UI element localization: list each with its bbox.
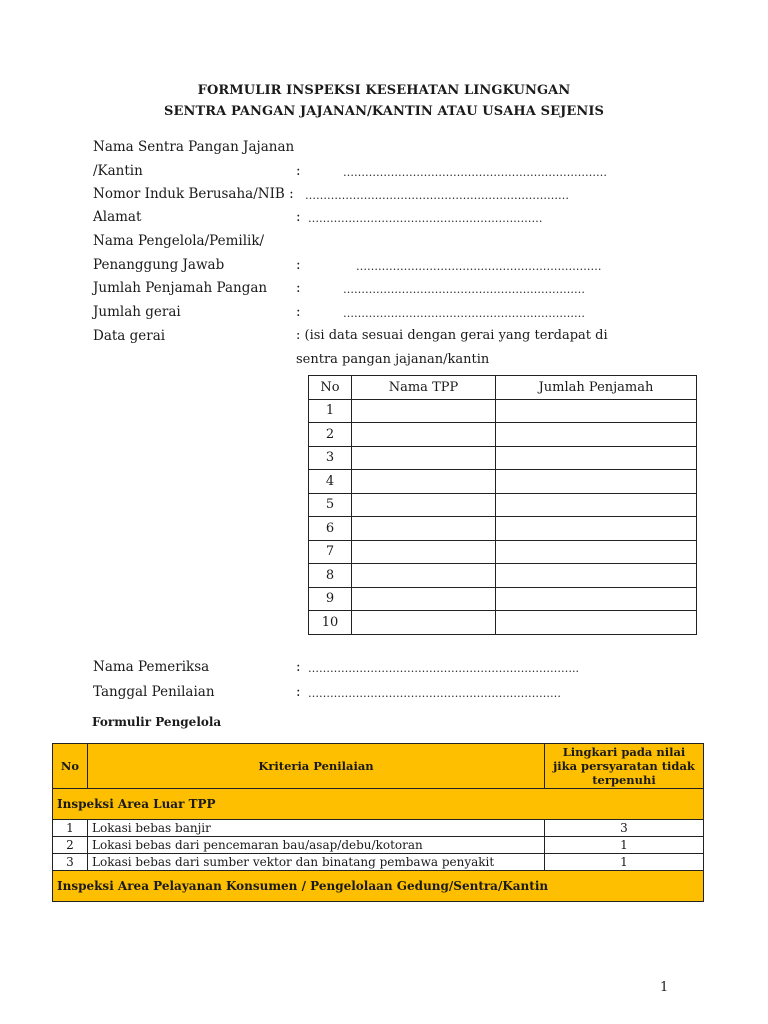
nama-tpp-cell[interactable] <box>352 470 496 494</box>
nib-label: Nomor Induk Berusaha/NIB : <box>93 186 294 202</box>
table-row <box>309 470 697 494</box>
alamat-label: Alamat <box>93 209 142 225</box>
col-header-nama-tpp: Nama TPP <box>352 376 496 400</box>
alamat-colon: : <box>296 209 301 225</box>
gerai-dots: ………………………………………………………… <box>343 307 585 320</box>
nama-sentra-label-1: Nama Sentra Pangan Jajanan <box>93 139 295 155</box>
nilai-value[interactable]: 1 <box>545 837 704 854</box>
row-no: 5 <box>309 493 352 517</box>
nama-tpp-cell[interactable] <box>352 611 496 635</box>
jumlah-penjamah-cell[interactable] <box>496 611 697 635</box>
jumlah-penjamah-cell[interactable] <box>496 446 697 470</box>
jumlah-penjamah-cell[interactable] <box>496 423 697 447</box>
row-no: 8 <box>309 564 352 588</box>
nama-pemeriksa-label: Nama Pemeriksa <box>93 659 210 675</box>
jumlah-penjamah-cell[interactable] <box>496 540 697 564</box>
row-no: 6 <box>309 517 352 541</box>
pengelola-label-2: Penanggung Jawab <box>93 257 225 273</box>
nama-tpp-cell[interactable] <box>352 423 496 447</box>
nib-dots: ……………………………………………………………… <box>305 189 569 202</box>
tanggal-penilaian-label: Tanggal Penilaian <box>93 684 215 700</box>
table-row <box>309 611 697 635</box>
kriteria-text: Lokasi bebas dari pencemaran bau/asap/debu/kotoran <box>88 837 545 854</box>
row-no: 4 <box>309 470 352 494</box>
data-gerai-note-1: : (isi data sesuai dengan gerai yang terdapat di <box>296 328 608 343</box>
nama-tpp-cell[interactable] <box>352 446 496 470</box>
row-no: 2 <box>53 837 88 854</box>
jumlah-penjamah-cell[interactable] <box>496 399 697 423</box>
page-number: 1 <box>660 980 669 995</box>
row-no: 7 <box>309 540 352 564</box>
nama-tpp-cell[interactable] <box>352 493 496 517</box>
table-row <box>309 587 697 611</box>
table-row <box>309 564 697 588</box>
nama-pemeriksa-dots: ……………………………………………………………….. <box>308 662 579 675</box>
pengelola-label-1: Nama Pengelola/Pemilik/ <box>93 233 265 249</box>
row-no: 3 <box>309 446 352 470</box>
col-header-no: No <box>309 376 352 400</box>
row-no: 1 <box>309 399 352 423</box>
nama-tpp-cell[interactable] <box>352 517 496 541</box>
row-no: 10 <box>309 611 352 635</box>
gerai-colon: : <box>296 304 301 320</box>
pengelola-dots: …………………………….…………………………… <box>356 260 602 273</box>
col-header-lingkari: Lingkari pada nilai jika persyaratan tidak terpenuhi <box>545 744 704 789</box>
col-header-jumlah-penjamah: Jumlah Penjamah <box>496 376 697 400</box>
table-row <box>309 399 697 423</box>
table-row <box>309 517 697 541</box>
pengelola-colon: : <box>296 257 301 273</box>
kriteria-text: Lokasi bebas banjir <box>88 820 545 837</box>
kriteria-table-header <box>53 744 704 789</box>
col-header-no: No <box>53 744 88 789</box>
jumlah-penjamah-cell[interactable] <box>496 517 697 541</box>
row-no: 3 <box>53 854 88 871</box>
kriteria-text: Lokasi bebas dari sumber vektor dan binatang pembawa penyakit <box>88 854 545 871</box>
row-no: 2 <box>309 423 352 447</box>
gerai-table-header <box>309 376 697 400</box>
jumlah-penjamah-cell[interactable] <box>496 493 697 517</box>
section-row-area-pelayanan <box>53 871 704 902</box>
tanggal-penilaian-colon: : <box>296 684 301 700</box>
nilai-value[interactable]: 3 <box>545 820 704 837</box>
jumlah-penjamah-cell[interactable] <box>496 470 697 494</box>
section-label: Inspeksi Area Luar TPP <box>53 789 704 820</box>
nama-pemeriksa-colon: : <box>296 659 301 675</box>
form-title-line-2: SENTRA PANGAN JAJANAN/KANTIN ATAU USAHA SEJENIS <box>163 104 605 119</box>
alamat-dots: ………………………………….…………………… <box>308 212 543 225</box>
nama-tpp-cell[interactable] <box>352 399 496 423</box>
jumlah-penjamah-cell[interactable] <box>496 587 697 611</box>
table-row <box>53 854 704 871</box>
data-gerai-label: Data gerai <box>93 328 166 344</box>
row-no: 1 <box>53 820 88 837</box>
penjamah-colon: : <box>296 280 301 296</box>
table-row <box>309 493 697 517</box>
section-row-area-luar <box>53 789 704 820</box>
section-label: Inspeksi Area Pelayanan Konsumen / Pengelolaan Gedung/Sentra/Kantin <box>53 871 704 902</box>
kriteria-table <box>52 743 704 902</box>
col-header-kriteria: Kriteria Penilaian <box>88 744 545 789</box>
gerai-table <box>308 375 697 635</box>
nilai-value[interactable]: 1 <box>545 854 704 871</box>
row-no: 9 <box>309 587 352 611</box>
tanggal-penilaian-dots: …………………………………………………………… <box>308 687 561 700</box>
table-row <box>309 540 697 564</box>
nama-sentra-colon: : <box>296 163 301 179</box>
data-gerai-note-2: sentra pangan jajanan/kantin <box>296 352 490 367</box>
formulir-pengelola-heading: Formulir Pengelola <box>92 715 222 729</box>
table-row <box>53 837 704 854</box>
penjamah-label: Jumlah Penjamah Pangan <box>93 280 268 296</box>
nama-tpp-cell[interactable] <box>352 540 496 564</box>
nama-sentra-dots: ……………………………………………………………… <box>343 166 607 179</box>
nama-tpp-cell[interactable] <box>352 564 496 588</box>
table-row <box>309 423 697 447</box>
gerai-label: Jumlah gerai <box>93 304 181 320</box>
table-row <box>53 820 704 837</box>
jumlah-penjamah-cell[interactable] <box>496 564 697 588</box>
table-row <box>309 446 697 470</box>
penjamah-dots: ………………………………………………………… <box>343 283 585 296</box>
form-title-line-1: FORMULIR INSPEKSI KESEHATAN LINGKUNGAN <box>197 83 571 98</box>
nama-sentra-label-2: /Kantin <box>93 163 143 179</box>
nama-tpp-cell[interactable] <box>352 587 496 611</box>
